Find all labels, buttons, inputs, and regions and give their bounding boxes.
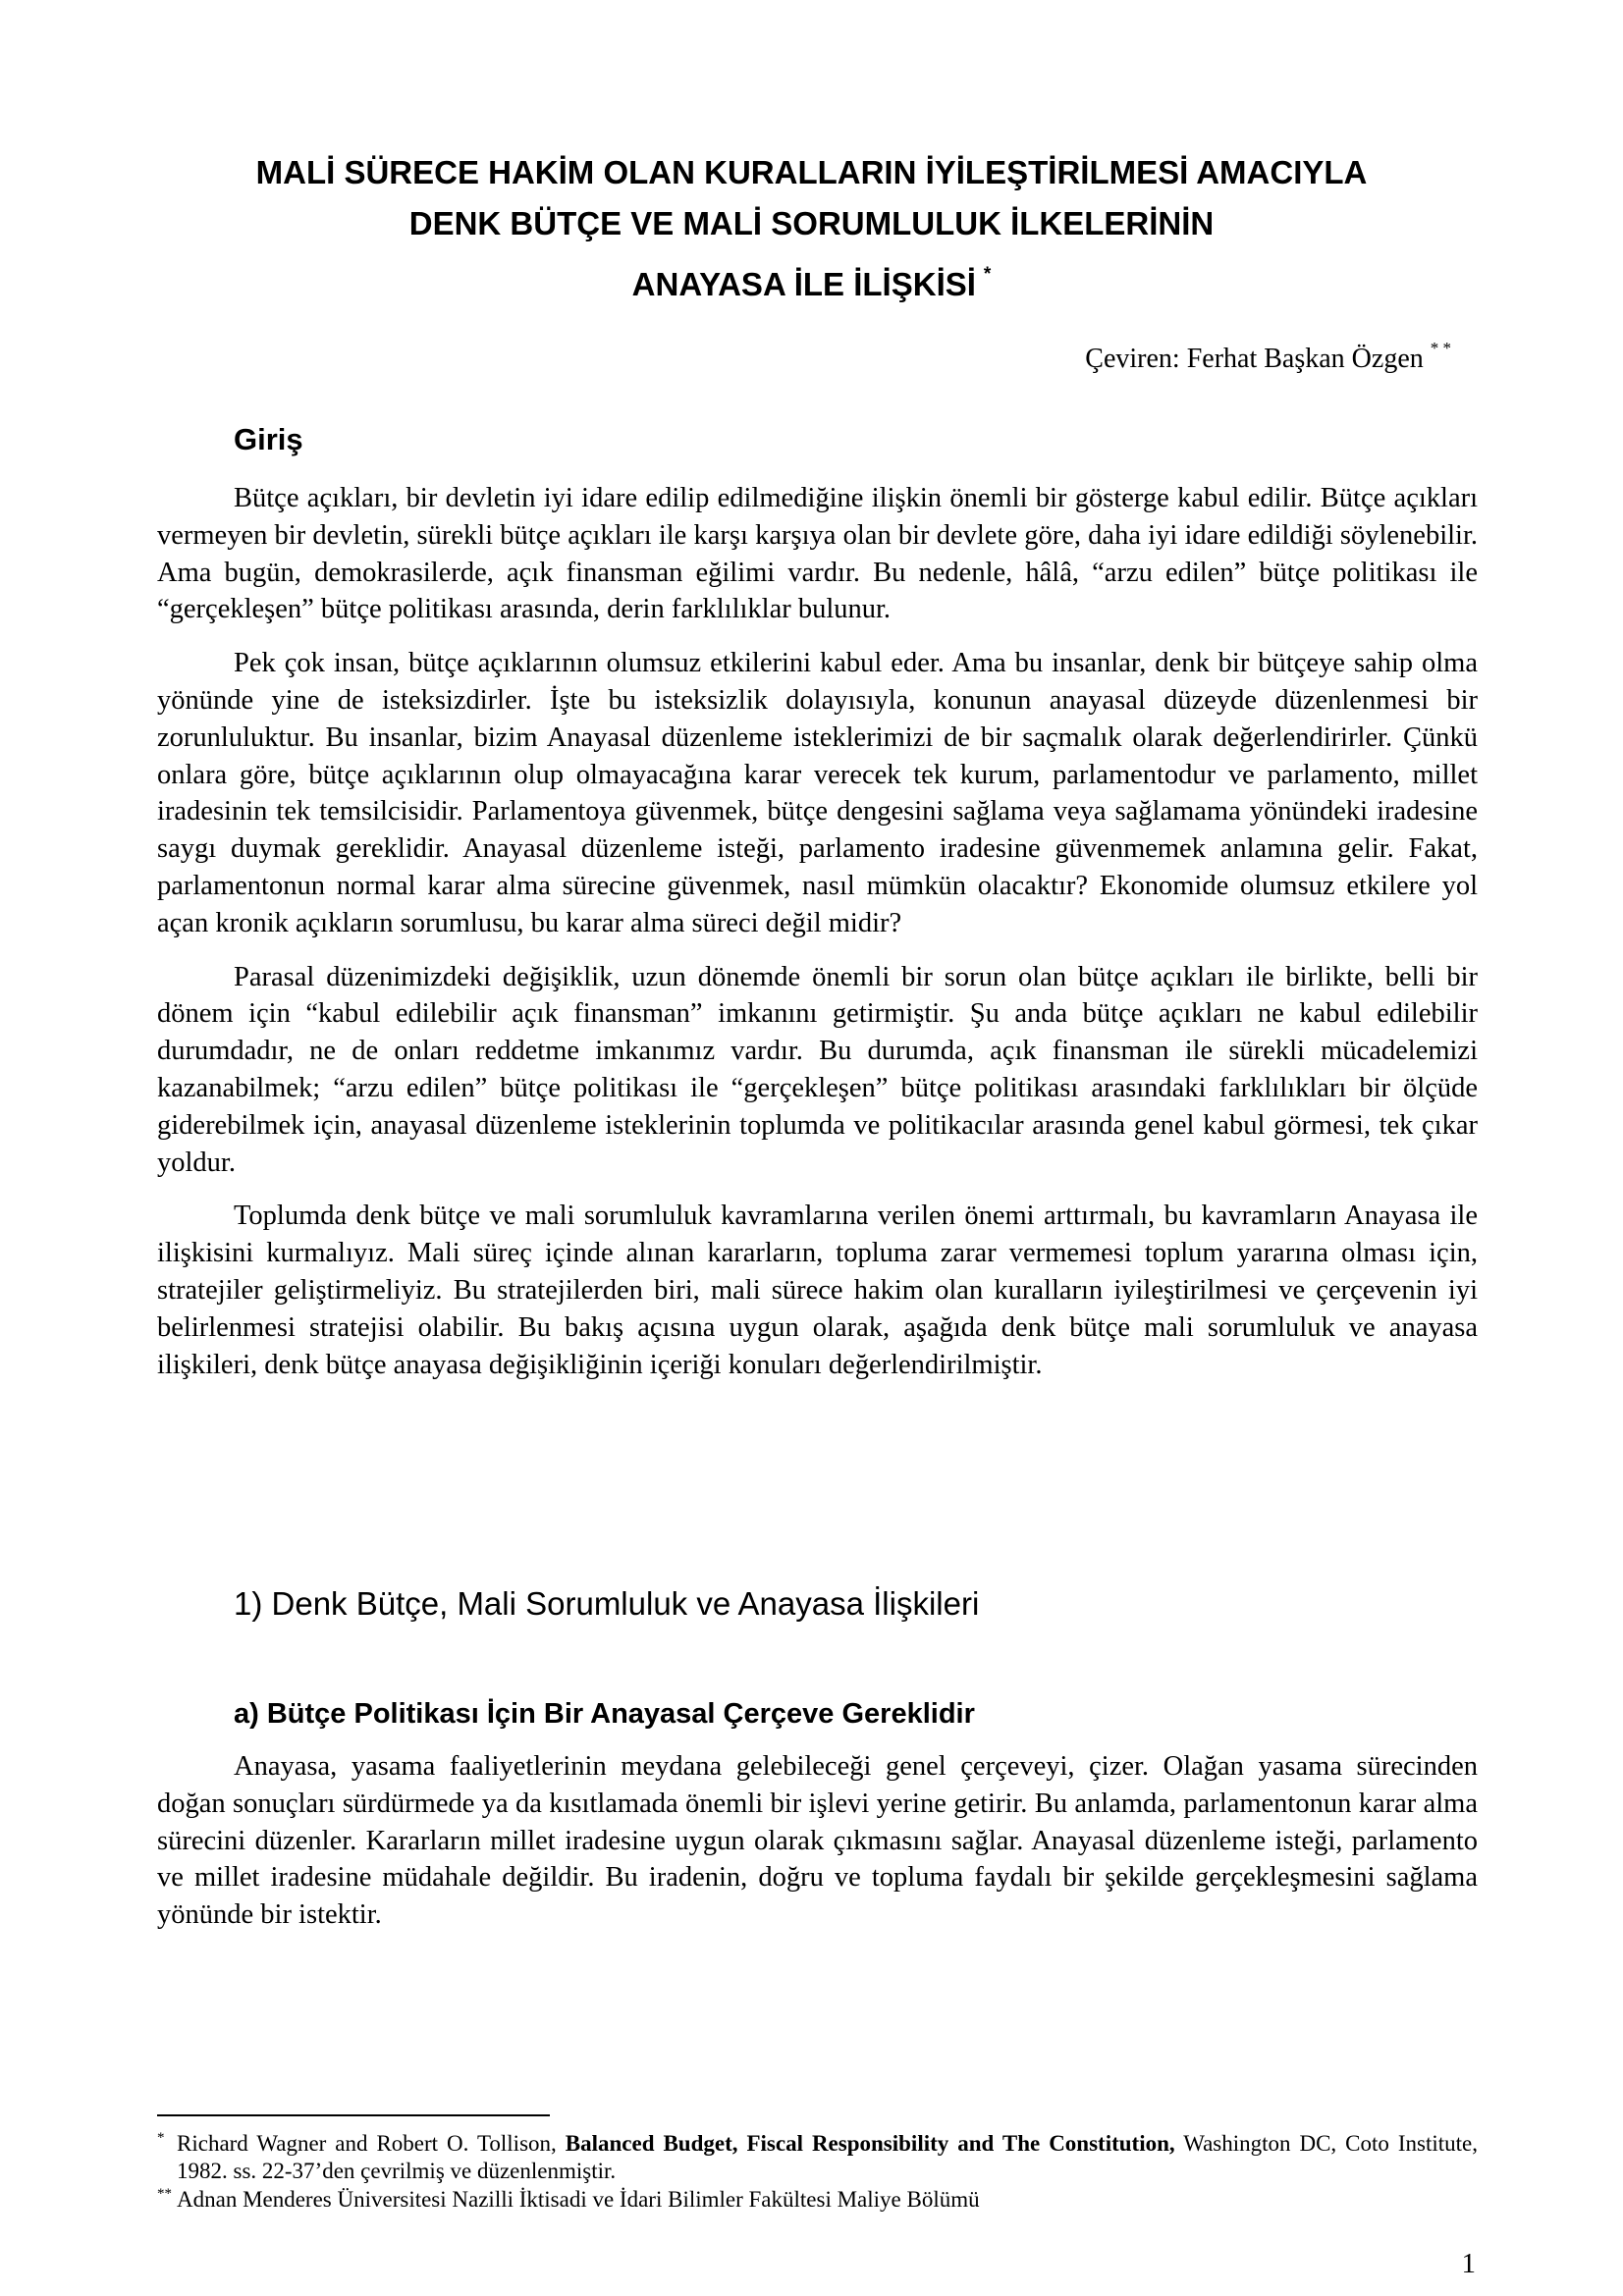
footnote-1: [157, 2130, 1478, 2185]
title-line-3: [118, 249, 1505, 310]
footnote-1-book-title: Balanced Budget, Fiscal Responsibility and The Constitution,: [565, 2131, 1175, 2156]
paragraph: Anayasa, yasama faaliyetlerinin meydana gelebileceği genel çerçeveyi, çizer. Olağan yasama sürecinden doğan sonuçları sürdürmede ya da kısıtlamada önemli bir işlevi yerine getirir. Bu anlamda, parlamentonun karar alma sürecini düzenler. Kararların millet iradesine uygun olarak çıkmasını sağlar. Anayasal düzenleme isteği, parlamento ve millet iradesine müdahale değildir. Bu iradenin, doğru ve topluma faydalı bir şekilde gerçekleşmesini sağlama yönünde bir istektir.: [157, 1751, 1478, 1931]
translator-footnote-marker: * *: [1430, 339, 1451, 357]
section-1-heading: 1) Denk Bütçe, Mali Sorumluluk ve Anayasa İlişkileri: [234, 1585, 980, 1622]
title-line-3-text: ANAYASA İLE İLİŞKİSİ: [631, 266, 976, 302]
introduction-body: [157, 480, 1478, 1400]
footnote-separator: [157, 2114, 550, 2116]
paragraph: Parasal düzenimizdeki değişiklik, uzun dönemde önemli bir sorun olan bütçe açıkları ile birlikte, belli bir dönem için “kabul edilebilir açık finansman” imkanını getirmiştir. Şu anda bütçe açıkları ne kabul edilebilir durumdadır, ne de onları reddetme imkanımız vardır. Bu durumda, açık finansman ile sürekli mücadelemizi kazanabilmek; “arzu edilen” bütçe politikası ile “gerçekleşen” bütçe politikası arasındaki farklılıkları bir ölçüde giderebilmek için, anayasal düzenleme isteklerinin toplumda ve politikacılar arasında genel kabul görmesi, tek çıkar yoldur.: [157, 961, 1478, 1178]
document-title: [118, 147, 1505, 310]
translator-credit: [1085, 339, 1451, 375]
title-line-2: DENK BÜTÇE VE MALİ SORUMLULUK İLKELERİNİN: [408, 205, 1215, 241]
subsection-a-body: [157, 1748, 1478, 1950]
title-footnote-marker: *: [983, 264, 992, 285]
footnote-1-authors: Richard Wagner and Robert O. Tollison,: [177, 2131, 557, 2156]
subsection-a-heading: a) Bütçe Politikası İçin Bir Anayasal Çerçeve Gereklidir: [234, 1698, 975, 1730]
footnote-2: [157, 2186, 1478, 2214]
footnote-1-publication: Washington DC, Coto Institute, 1982. ss. 22-37’den çevrilmiş ve düzenlenmiştir.: [177, 2131, 1478, 2183]
footnote-2-text: Adnan Menderes Üniversitesi Nazilli İktisadi ve İdari Bilimler Fakültesi Maliye Bölümü: [177, 2187, 980, 2212]
paragraph: Pek çok insan, bütçe açıklarının olumsuz etkilerini kabul eder. Ama bu insanlar, denk bir bütçeye sahip olma yönünde yine de isteksizdirler. İşte bu isteksizlik dolayısıyla, konunun anayasal düzeyde düzenlenmesi bir zorunluluktur. Bu insanlar, bizim Anayasal düzenleme isteklerimizi de bir saçmalık olarak değerlendirirler. Çünkü onlara göre, bütçe açıklarının olup olmayacağına karar verecek tek kurum, parlamentodur ve parlamento, millet iradesinin tek temsilcisidir. Parlamentoya güvenmek, bütçe dengesini sağlama veya sağlamama yönündeki iradesine saygı duymak gereklidir. Anayasal düzenleme isteği, parlamento iradesine güvenmemek anlamına gelir. Fakat, parlamentonun normal karar alma sürecine güvenmek, nasıl mümkün olacaktır? Ekonomide olumsuz etkilere yol açan kronik açıkların sorumlusu, bu karar alma süreci değil midir?: [157, 648, 1478, 938]
footnote-1-marker: *: [157, 2130, 165, 2146]
title-line-1: MALİ SÜRECE HAKİM OLAN KURALLARIN İYİLEŞTİRİLMESİ AMACIYLA: [255, 154, 1368, 190]
page-number: 1: [1461, 2248, 1476, 2279]
paragraph: Bütçe açıkları, bir devletin iyi idare edilip edilmediğine ilişkin önemli bir gösterge kabul edilir. Bütçe açıkları vermeyen bir devletin, sürekli bütçe açıkları ile karşı karşıya olan bir devlete göre, daha iyi idare edildiği söylenebilir. Ama bugün, demokrasilerde, açık finansman eğilimi vardır. Bu nedenle, hâlâ, “arzu edilen” bütçe politikası ile “gerçekleşen” bütçe politikası arasında, derin farklılıklar bulunur.: [157, 483, 1478, 625]
introduction-heading: Giriş: [234, 422, 303, 456]
translator-text: Çeviren: Ferhat Başkan Özgen: [1085, 344, 1424, 374]
footnotes: [157, 2130, 1478, 2215]
paragraph: Toplumda denk bütçe ve mali sorumluluk kavramlarına verilen önemi arttırmalı, bu kavramların Anayasa ile ilişkisini kurmalıyız. Mali süreç içinde alınan kararların, topluma zarar vermemesi toplum yararına olması için, stratejiler geliştirmeliyiz. Bu stratejilerden biri, mali sürece hakim olan kuralların iyileştirilmesi ve çerçevenin iyi belirlenmesi stratejisi olabilir. Bu bakış açısına uygun olarak, aşağıda denk bütçe mali sorumluluk ve anayasa ilişkileri, denk bütçe anayasa değişikliğinin içeriği konuları değerlendirilmiştir.: [157, 1201, 1478, 1380]
footnote-2-marker: **: [157, 2186, 172, 2202]
